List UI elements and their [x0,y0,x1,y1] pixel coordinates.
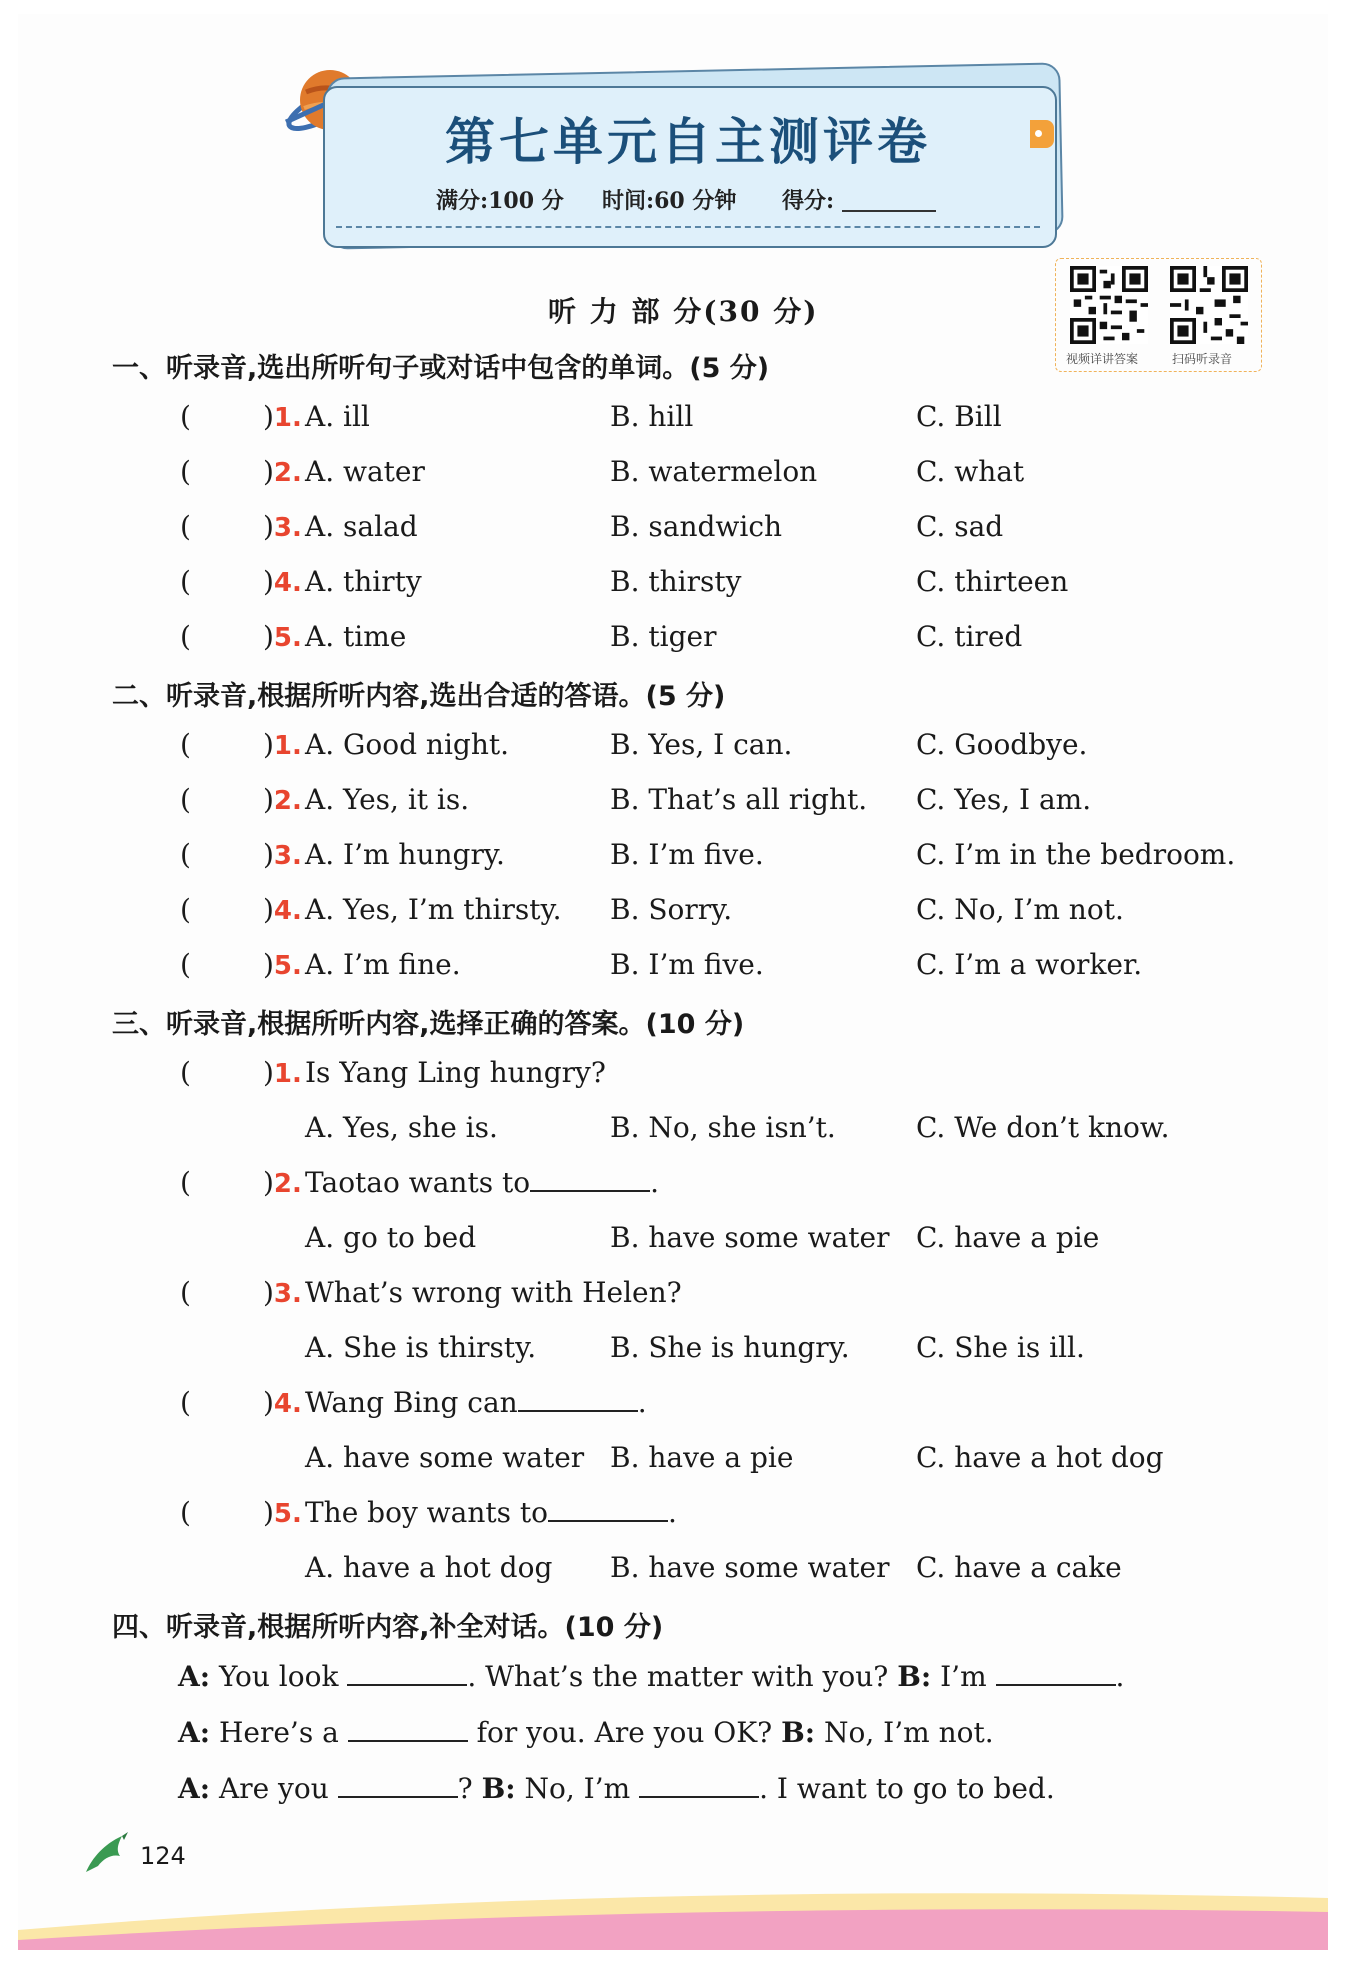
question-text: Taotao wants to . [305,1166,659,1199]
answer-blank[interactable] [639,1774,759,1798]
option-c[interactable]: C. what [916,455,1025,488]
option-b[interactable]: B. No, she isn’t. [610,1111,836,1144]
option-a[interactable]: A. Yes, I’m thirsty. [305,893,562,926]
option-a[interactable]: A. have a hot dog [305,1551,553,1584]
question-row: ( )3. [180,1276,302,1309]
question-row: ( )2. [180,1166,302,1199]
dolphin-icon [82,1828,130,1876]
option-b[interactable]: B. She is hungry. [610,1331,850,1364]
option-b[interactable]: B. Sorry. [610,893,733,926]
option-c[interactable]: C. I’m in the bedroom. [916,838,1236,871]
question-row: ( )3. [180,838,302,871]
option-c[interactable]: C. thirteen [916,565,1069,598]
option-b[interactable]: B. That’s all right. [610,783,868,816]
option-c[interactable]: C. We don’t know. [916,1111,1170,1144]
banner-divider [336,226,1040,228]
qr-caption-video: 视频详讲答案 [1066,352,1139,366]
option-a[interactable]: A. Yes, it is. [305,783,470,816]
option-a[interactable]: A. thirty [305,565,422,598]
page-number: 124 [140,1842,186,1870]
option-b[interactable]: B. I’m five. [610,838,764,871]
option-b[interactable]: B. have some water [610,1551,890,1584]
question-number: 1. [273,403,302,433]
option-a[interactable]: A. salad [305,510,418,543]
question-row [180,400,302,433]
option-c[interactable]: C. have a pie [916,1221,1100,1254]
part-title: 听 力 部 分(30 分) [548,295,819,328]
option-a[interactable]: A. Good night. [305,728,510,761]
option-b[interactable]: B. tiger [610,620,717,653]
option-c[interactable]: C. Goodbye. [916,728,1088,761]
answer-blank[interactable] [518,1388,638,1412]
paren-open: ( [180,400,191,433]
dialogue-line: A: You look . What’s the matter with you? B: I’m . [178,1660,1125,1693]
option-b[interactable]: B. watermelon [610,455,818,488]
dialogue-line: A: Are you ? B: No, I’m . I want to go to bed. [178,1772,1055,1805]
question-row: ( )5. [180,1496,302,1529]
option-c[interactable]: C. sad [916,510,1004,543]
question-row: ( )4. [180,893,302,926]
option-a[interactable]: A. I’m hungry. [305,838,505,871]
question-row: ( )5. [180,620,302,653]
page-title: 第七单元自主测评卷 [445,113,931,171]
option-b[interactable]: B. have a pie [610,1441,794,1474]
option-c[interactable]: C. No, I’m not. [916,893,1124,926]
answer-blank[interactable] [338,1774,458,1798]
question-row: ( )1. [180,1056,302,1089]
option-a[interactable]: A. Yes, she is. [305,1111,498,1144]
full-marks-label: 满分:100 分 [436,188,564,214]
question-row: ( )4. [180,1386,302,1419]
option-a[interactable]: A. ill [305,400,370,433]
option-a[interactable]: A. She is thirsty. [305,1331,537,1364]
answer-blank[interactable] [347,1662,467,1686]
option-b[interactable]: B. sandwich [610,510,783,543]
qr-code-video[interactable] [1070,266,1148,344]
question-row: ( )3. [180,510,302,543]
question-text: What’s wrong with Helen? [305,1276,682,1309]
option-b[interactable]: B. have some water [610,1221,890,1254]
option-a[interactable]: A. water [305,455,425,488]
option-c[interactable]: C. Yes, I am. [916,783,1092,816]
option-b[interactable]: B. Yes, I can. [610,728,793,761]
question-row: ( )1. [180,728,302,761]
question-row: ( )4. [180,565,302,598]
answer-blank[interactable] [996,1662,1116,1686]
answer-blank[interactable] [548,1498,668,1522]
section-heading: 二、听录音,根据所听内容,选出合适的答语。(5 分) [112,681,726,712]
question-text: Is Yang Ling hungry? [305,1056,606,1089]
option-a[interactable]: A. have some water [305,1441,585,1474]
section-heading: 一、听录音,选出所听句子或对话中包含的单词。(5 分) [112,353,770,384]
score-label: 得分: [782,188,835,214]
option-a[interactable]: A. go to bed [305,1221,477,1254]
qr-caption-audio: 扫码听录音 [1172,352,1233,366]
option-c[interactable]: C. have a cake [916,1551,1122,1584]
section-heading: 三、听录音,根据所听内容,选择正确的答案。(10 分) [112,1009,745,1040]
paren-close: ) [262,400,274,433]
option-c[interactable]: C. She is ill. [916,1331,1085,1364]
option-c[interactable]: C. have a hot dog [916,1441,1164,1474]
question-text: The boy wants to . [305,1496,677,1529]
section-heading: 四、听录音,根据所听内容,补全对话。(10 分) [112,1612,664,1643]
option-a[interactable]: A. time [305,620,407,653]
bottom-decoration [18,1890,1328,1950]
option-a[interactable]: A. I’m fine. [305,948,461,981]
answer-blank[interactable] [348,1718,468,1742]
qr-code-audio[interactable] [1170,266,1248,344]
option-c[interactable]: C. Bill [916,400,1002,433]
score-blank[interactable] [842,210,936,212]
question-row: ( )2. [180,783,302,816]
question-row: ( )2. [180,455,302,488]
option-b[interactable]: B. I’m five. [610,948,764,981]
option-c[interactable]: C. I’m a worker. [916,948,1143,981]
option-b[interactable]: B. thirsty [610,565,742,598]
dialogue-line: A: Here’s a for you. Are you OK? B: No, I’m not. [178,1716,994,1749]
option-b[interactable]: B. hill [610,400,694,433]
option-c[interactable]: C. tired [916,620,1023,653]
question-row: ( )5. [180,948,302,981]
time-label: 时间:60 分钟 [602,188,737,214]
answer-blank[interactable] [530,1168,650,1192]
question-text: Wang Bing can . [305,1386,647,1419]
